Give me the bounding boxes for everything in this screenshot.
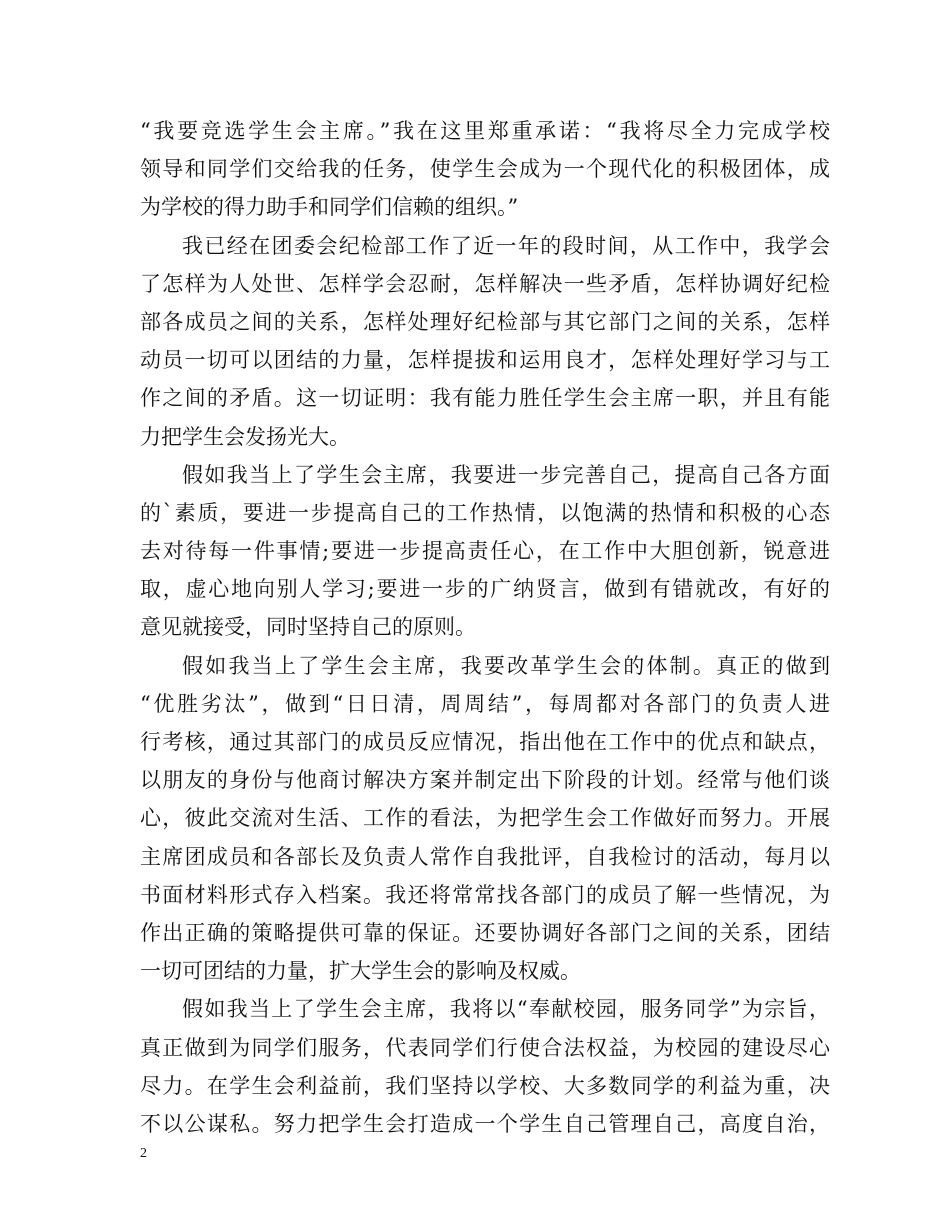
text-line: 主席团成员和各部长及负责人常作自我批评，自我检讨的活动，每月以: [140, 844, 830, 869]
text-line: 领导和同学们交给我的任务，使学生会成为一个现代化的积极团体，成: [140, 157, 830, 182]
text-line: 的`素质，要进一步提高自己的工作热情，以饱满的热情和积极的心态: [140, 500, 830, 525]
text-line: 行考核，通过其部门的成员反应情况，指出他在工作中的优点和缺点，: [140, 730, 830, 754]
text-line: 假如我当上了学生会主席，我要进一步完善自己，提高自己各方面: [182, 462, 830, 487]
text-line: 作之间的矛盾。这一切证明：我有能力胜任学生会主席一职，并且有能: [140, 386, 830, 411]
text-line: 书面材料形式存入档案。我还将常常找各部门的成员了解一些情况，为: [140, 882, 830, 907]
text-line: 假如我当上了学生会主席，我将以“奉献校园，服务同学”为宗旨，: [182, 997, 830, 1022]
text-line: 以朋友的身份与他商讨解决方案并制定出下阶段的计划。经常与他们谈: [140, 768, 830, 793]
text-line: 力把学生会发扬光大。: [140, 424, 350, 449]
text-line: 为学校的得力助手和同学们信赖的组织。”: [140, 195, 519, 220]
text-line: 动员一切可以团结的力量，怎样提拔和运用良才，怎样处理好学习与工: [140, 348, 830, 373]
text-line: 意见就接受，同时坚持自己的原则。: [140, 615, 476, 640]
text-line: 一切可团结的力量，扩大学生会的影响及权威。: [140, 959, 581, 984]
text-line: 部各成员之间的关系，怎样处理好纪检部与其它部门之间的关系，怎样: [140, 309, 830, 334]
text-line: 取，虚心地向别人学习;要进一步的广纳贤言，做到有错就改，有好的: [140, 577, 830, 602]
text-line: 作出正确的策略提供可靠的保证。还要协调好各部门之间的关系，团结: [140, 920, 830, 945]
text-line: 去对待每一件事情;要进一步提高责任心，在工作中大胆创新，锐意进: [140, 539, 830, 564]
body-text: [140, 112, 830, 1143]
text-line: 不以公谋私。努力把学生会打造成一个学生自己管理自己，高度自治，: [140, 1111, 830, 1136]
text-line: 尽力。在学生会利益前，我们坚持以学校、大多数同学的利益为重，决: [140, 1073, 830, 1098]
page-number: 2: [140, 1146, 147, 1161]
text-line: “我要竞选学生会主席。”我在这里郑重承诺：“我将尽全力完成学校: [140, 119, 830, 143]
text-line: 假如我当上了学生会主席，我要改革学生会的体制。真正的做到: [182, 653, 830, 678]
text-line: 我已经在团委会纪检部工作了近一年的段时间，从工作中，我学会: [182, 233, 830, 258]
text-line: 心，彼此交流对生活、工作的看法，为把学生会工作做好而努力。开展: [140, 806, 830, 831]
text-line: 了怎样为人处世、怎样学会忍耐，怎样解决一些矛盾，怎样协调好纪检: [140, 271, 830, 296]
text-line: “优胜劣汰”，做到“日日清，周周结”，每周都对各部门的负责人进: [140, 691, 830, 716]
text-line: 真正做到为同学们服务，代表同学们行使合法权益，为校园的建设尽心: [140, 1035, 830, 1060]
